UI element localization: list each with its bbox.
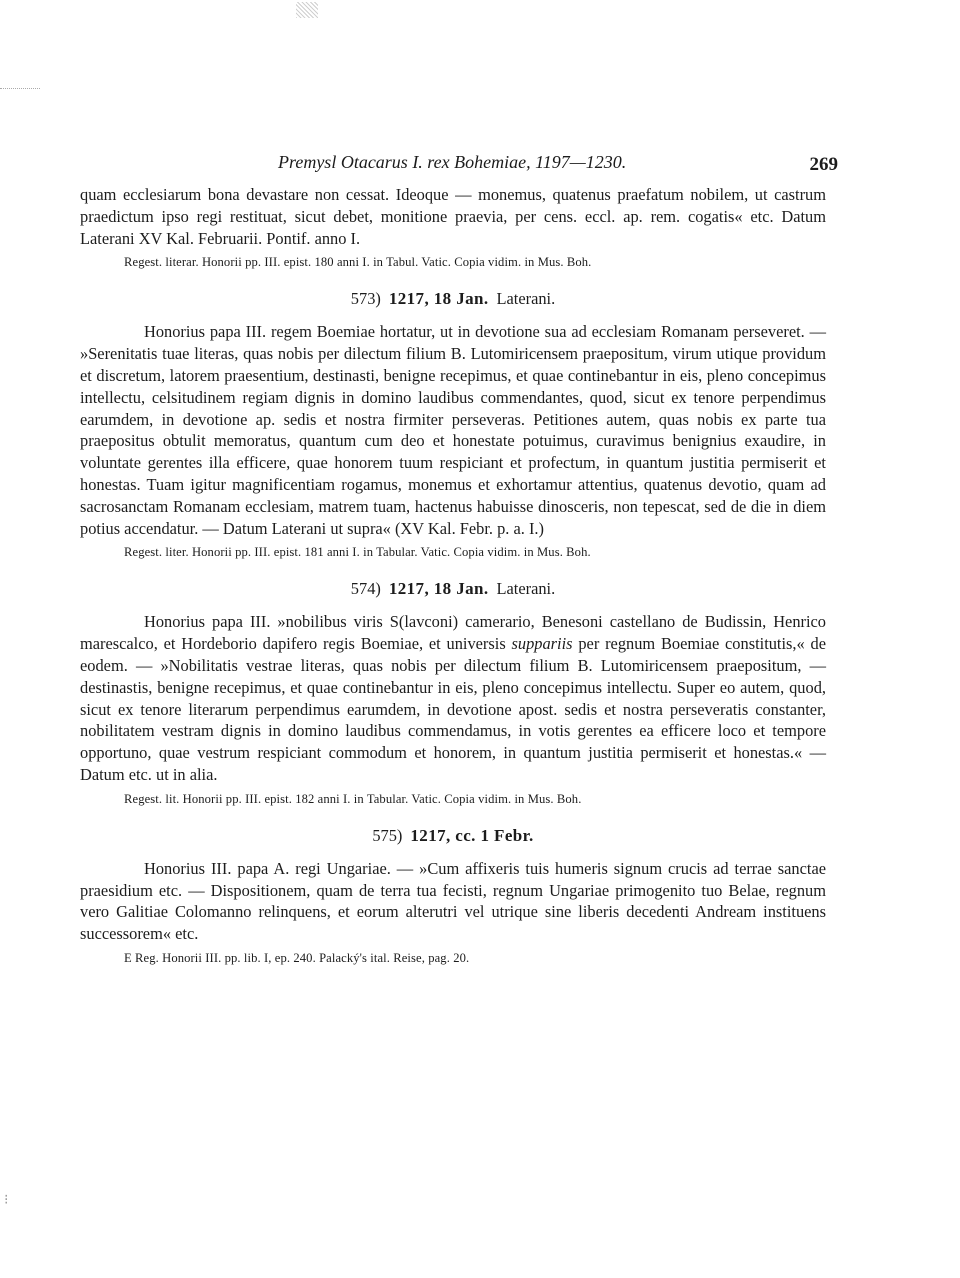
entry-573-text: Honorius papa III. regem Boemiae hortatur, ut in devotione sua ad ecclesiam Romanam perseveret. — »Serenitatis tuae literas, quas nobis per dilectum filium B. Lutomiricensem praepositum, virum utique providum et discretum, latorem praesentium, destinasti, benigne recepimus, et quae continebantur in eis, pleno concepimus intellectu, celsitudinem regiam dignis in domino laudibus commendantes, quod, sicut ex tenore perpendimus earumdem, in devotione ap. sedis et nostra firmiter perseveras. Petitiones autem, quas nobis ex parte tua praepositus obtulit memoratus, quantum cum deo et honestate potuimus, curavimus benignius exaudire, in voluntate gerentes illa efficere, quae honorem tuum respiciant et profectum, in quantum justitia permiserit et honestas. Tuam igitur magnificentiam rogamus, monemus et exhortamur attentius, quatenus devotio, quam ad sacrosanctam Romanam ecclesiam, matrem tuam, hactenus habuisse dinosceris, non tepescat, sed de die in diem potius accendatur. — Datum Laterani ut supra« (XV Kal. Febr. p. a. I.) <box>80 322 826 538</box>
entry-575-heading <box>80 826 826 846</box>
entry-date: 1217, 18 Jan. <box>388 289 489 309</box>
entry-573-source: Regest. liter. Honorii pp. III. epist. 181 anni I. in Tabular. Vatic. Copia vidim. in Mus. Boh. <box>124 545 591 560</box>
entry-number: 573) <box>350 289 381 309</box>
entry-number: 575) <box>372 825 403 845</box>
entry-574-text-after: per regnum Boemiae constitutis,« de eodem. — »Nobilitatis vestrae literas, quas nobis per dilectum filium B. Lutomiricensem praepositum, — destinastis, benigne recepimus, et quae continebantur in eis, pleno concepimus intellectu. Super eo autem, quod, sicut ex tenore literarum perpendimus earumdem, in devotione apost. sedis et nostra perseveratis constanter, nobilitatem vestram dignis in domino laudibus commendamus, in votis gerentes ea efficere loco et tempore opportuno, quae vestrum respiciant commodum et honorem, in quantum justitia permiserit et honestas.« — Datum etc. ut in alia. <box>80 634 826 784</box>
entry-date: 1217, cc. 1 Febr. <box>410 825 534 845</box>
running-title: Premysl Otacarus I. rex Bohemiae, 1197—1230. <box>278 152 627 172</box>
entry-575-source: E Reg. Honorii III. pp. lib. I, ep. 240. Palacký's ital. Reise, pag. 20. <box>124 950 470 965</box>
entry-574-text <box>80 611 826 785</box>
entry-date: 1217, 18 Jan. <box>388 579 489 599</box>
edge-mark: ⁝ <box>4 1193 9 1208</box>
entry-place: Laterani. <box>496 579 556 599</box>
page-number: 269 <box>809 154 838 175</box>
entry-574-source: Regest. lit. Honorii pp. III. epist. 182 anni I. in Tabular. Vatic. Copia vidim. in Mus. Boh. <box>124 791 582 806</box>
entry-575-text: Honorius III. papa A. regi Ungariae. — »Cum affixeris tuis humeris signum crucis ad terrae sanctae praesidium etc. — Dispositionem, quam de terra tua fecisti, regnum Ungariae primogenito tuo Belae, regnum vero Galitiae Colomanno relinquens, et eorum alterutri vel utrique sine liberis decedenti Andream instituens successorem« etc. <box>80 858 826 944</box>
intro-text: quam ecclesiarum bona devastare non cessat. Ideoque — monemus, quatenus praefatum nobilem, ut castrum praedictum ipso regi restituat, sicut debet, monitione praevia, per cens. eccl. ap. rem. cogatis« etc. Datum Laterani XV Kal. Februarii. Pontif. anno I. <box>80 185 826 248</box>
entry-574-heading <box>80 579 826 599</box>
entry-574-text-before: Honorius papa III. »nobilibus viris S(lavconi) camerario, Benesoni castellano de Budissin, Henrico marescalco, et Hordeborio dapifero regis Boemiae, et universis <box>80 612 826 654</box>
document-page <box>80 150 838 967</box>
margin-mark <box>0 88 40 91</box>
intro-source: Regest. literar. Honorii pp. III. epist. 180 anni I. in Tabul. Vatic. Copia vidim. in Mus. Boh. <box>124 255 592 270</box>
library-stamp <box>296 2 318 18</box>
entry-place: Laterani. <box>496 289 556 309</box>
entry-573-heading <box>80 289 826 309</box>
entry-number: 574) <box>350 579 381 599</box>
running-head <box>80 150 838 184</box>
entry-574-italic-word: suppariis <box>511 634 573 654</box>
